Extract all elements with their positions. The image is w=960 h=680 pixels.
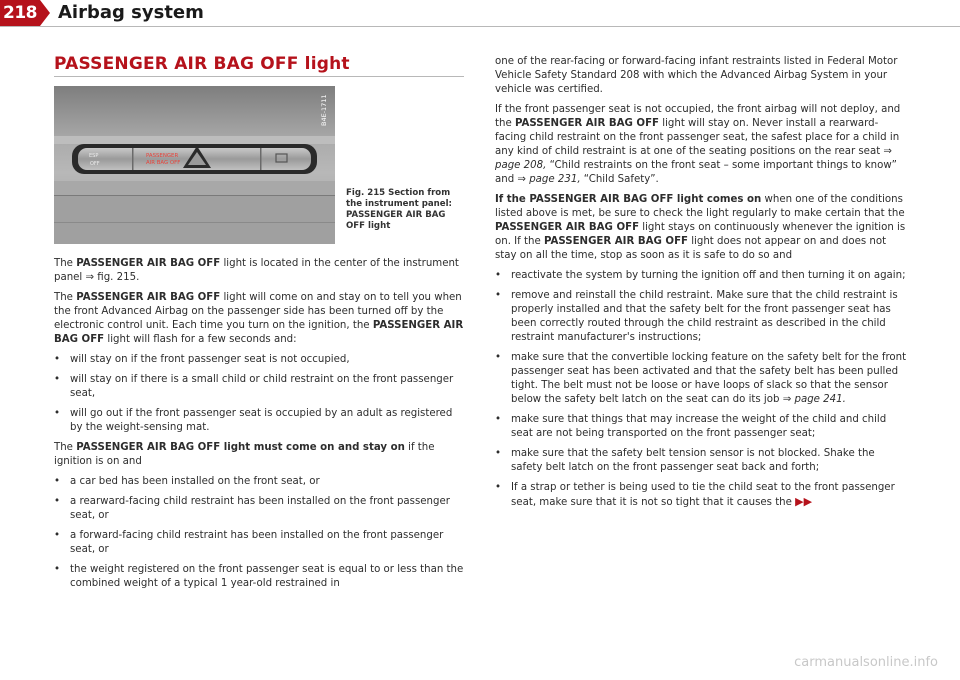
image-code: B4E-1711 [320,94,328,126]
header-divider [0,26,960,27]
instrument-panel-figure [54,86,335,244]
list-item: • will go out if the front passenger seat is occupied by an adult as registered by the weight-sensing mat. [54,408,453,433]
list-item: • make sure that the safety belt tension sensor is not blocked. Shake the safety belt latch on the front passenger seat back and forth; [495,448,875,473]
paragraph: The PASSENGER AIR BAG OFF light must come on and stay on if the ignition is on and [54,442,435,467]
caption-line: PASSENGER AIR BAG [346,210,446,220]
list-item: • a forward-facing child restraint has been installed on the front passenger seat, or [54,530,444,555]
left-column [54,257,464,597]
list-item: • will stay on if there is a small child or child restraint on the front passenger seat, [54,374,454,399]
paragraph: The PASSENGER AIR BAG OFF light is located in the center of the instrument panel ⇒ fig. 215. [54,258,459,283]
caption-line: the instrument panel: [346,199,452,209]
list-item: • remove and reinstall the child restraint. Make sure that the child restraint is properly installed and that the safety belt for the front passenger seat has been correctly routed through the child restraint as described in the child restraint manufacturer's instructions; [495,290,898,343]
passenger-label-line2: AIR BAG OFF [146,160,181,166]
page-reference-link[interactable]: page 208, [495,160,547,171]
list-item: • make sure that the convertible locking feature on the safety belt for the front passenger seat has been activated and that the safety belt has been pulled tight. The belt must not be loose or have loops of slack so that the sensor below the safety belt latch on the seat can do its job ⇒ page 241. [495,352,907,405]
instrument-panel-illustration [54,86,335,244]
page-reference-link[interactable]: page 231, [529,174,581,185]
section-divider [54,76,464,77]
watermark: carmanualsonline.info [794,655,938,670]
paragraph: The PASSENGER AIR BAG OFF light will come on and stay on to tell you when the front Advanced Airbag on the passenger side has been turned off by the electronic control unit. Each time you turn on the ignition, the PASSENGER AIR BAG OFF light will flash for a few seconds and: [54,292,464,345]
chapter-title: Airbag system [58,2,204,23]
passenger-label-line1: PASSENGER [146,153,179,159]
list-item: • If a strap or tether is being used to tie the child seat to the front passenger seat, make sure that it is not so tight that it causes the ▶▶ [495,482,895,508]
right-column [495,55,907,516]
paragraph: If the PASSENGER AIR BAG OFF light comes on when one of the conditions listed above is met, be sure to check the light regularly to make certain that the PASSENGER AIR BAG OFF light stays on continuously whenever the ignition is on. If the PASSENGER AIR BAG OFF light does not appear on and does not stay on all the time, stop as soon as it is safe to do so and [495,194,906,261]
caption-line: Fig. 215 Section from [346,188,451,198]
paragraph: If the front passenger seat is not occupied, the front airbag will not deploy, and the PASSENGER AIR BAG OFF light will stay on. Never install a rearward-facing child restraint on the front passenger seat, the safest place for a child in any kind of child restraint is at one of the seating positions on the rear seat ⇒ page 208, “Child restraints on the front seat – some important things to know” and ⇒ page 231, “Child Safety”. [495,104,901,185]
caption-line: OFF light [346,221,391,231]
page-reference-link[interactable]: page 241. [794,394,846,405]
continue-arrow-icon[interactable]: ▶▶ [795,495,813,508]
list-item: • reactivate the system by turning the ignition off and then turning it on again; [495,270,906,281]
page-number: 218 [0,0,40,26]
esp-label-bottom: OFF [90,161,100,167]
esp-label-top: ESP [89,153,99,159]
figure-caption [346,188,466,232]
list-item: • a car bed has been installed on the front seat, or [54,476,320,487]
list-item: • will stay on if the front passenger seat is not occupied, [54,354,350,365]
list-item: • the weight registered on the front passenger seat is equal to or less than the combined weight of a typical 1 year-old restrained in [54,564,464,589]
list-item: • make sure that things that may increase the weight of the child and child seat are not being transported on the front passenger seat; [495,414,887,439]
paragraph: one of the rear-facing or forward-facing infant restraints listed in Federal Motor Vehicle Safety Standard 208 with which the Advanced Airbag System in your vehicle was certified. [495,56,898,95]
section-title: PASSENGER AIR BAG OFF light [54,54,350,74]
list-item: • a rearward-facing child restraint has been installed on the front passenger seat, or [54,496,450,521]
